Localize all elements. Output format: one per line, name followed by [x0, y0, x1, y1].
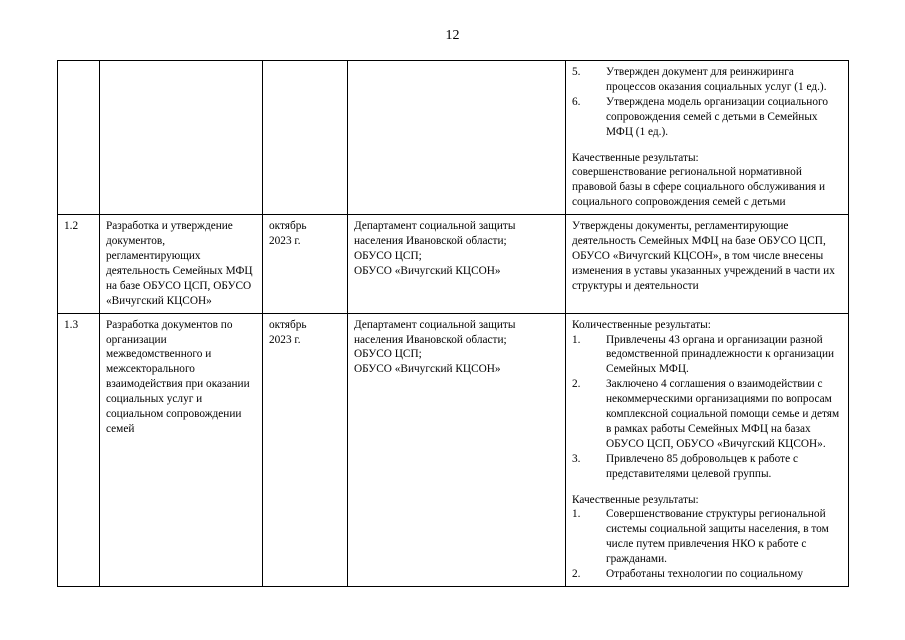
result-item-text: Отработаны технологии по социальному — [606, 568, 803, 581]
row-date — [263, 215, 348, 313]
result-item-number: 1. — [572, 333, 581, 346]
row-number: 1.3 — [58, 313, 100, 586]
row-activity: Разработка документов по организации межведомственного и межсекторального взаимодействия при оказании социальных услуг и социальном сопровождении семей — [100, 313, 263, 586]
row-results — [566, 313, 849, 586]
result-item-number: 2. — [572, 378, 581, 391]
table-row — [58, 313, 849, 586]
date-year: 2023 г. — [269, 333, 301, 346]
row-activity — [100, 61, 263, 215]
result-item — [572, 95, 842, 140]
page-number: 12 — [445, 28, 460, 43]
responsible-line: ОБУСО ЦСП; — [354, 348, 422, 361]
row-activity: Разработка и утверждение документов, регламентирующих деятельность Семейных МФЦ на базе ОБУСО ЦСП, ОБУСО «Вичугский КЦСОН» — [100, 215, 263, 313]
result-item-number: 1. — [572, 508, 581, 521]
row-responsible — [348, 61, 566, 215]
table-row — [58, 215, 849, 313]
result-item — [572, 333, 842, 378]
result-item-text: Заключено 4 соглашения о взаимодействии с некоммерческими организациями по вопросам комплексной социальной помощи семье и детям в рамках работы Семейных МФЦ на базах ОБУСО ЦСП, ОБУСО «Вичугский КЦСОН». — [606, 378, 840, 450]
quality-results-text: совершенствование региональной нормативной правовой базы в сфере социального обслуживания и социального сопровождения семей с детьми — [572, 166, 826, 209]
row-responsible — [348, 215, 566, 313]
result-item-number: 5. — [572, 66, 581, 78]
result-item — [572, 567, 842, 582]
result-item-number: 2. — [572, 568, 581, 581]
date-year: 2023 г. — [269, 235, 301, 248]
quantity-results-header: Количественные результаты: — [572, 318, 711, 331]
responsible-line: Департамент социальной защиты населения Ивановской области; — [354, 318, 516, 346]
row-responsible — [348, 313, 566, 586]
date-month: октябрь — [269, 220, 307, 233]
activities-table — [57, 60, 849, 587]
result-item-text: Привлечены 43 органа и организации разной ведомственной принадлежности к организации Семейных МФЦ. — [606, 333, 835, 376]
result-item-text: Совершенствование структуры региональной системы социальной защиты населения, в том числе путем привлечения НКО к работе с гражданами. — [606, 508, 829, 566]
row-number: 1.2 — [58, 215, 100, 313]
result-item — [572, 507, 842, 567]
row-results — [566, 61, 849, 215]
quality-results-header: Качественные результаты: — [572, 493, 699, 506]
result-item — [572, 452, 842, 482]
result-item-text: Утверждена модель организации социального сопровождения семей с детьми в Семейных МФЦ (1 ед.). — [606, 95, 828, 138]
result-item — [572, 377, 842, 452]
responsible-line: ОБУСО ЦСП; — [354, 249, 422, 262]
row-date — [263, 61, 348, 215]
row-date — [263, 313, 348, 586]
responsible-line: ОБУСО «Вичугский КЦСОН» — [354, 264, 501, 277]
result-item-number: 6. — [572, 95, 581, 108]
spacer — [572, 482, 842, 493]
quality-results-header: Качественные результаты: — [572, 151, 699, 164]
result-item — [572, 65, 842, 95]
row-number — [58, 61, 100, 215]
result-item-text: Привлечено 85 добровольцев к работе с представителями целевой группы. — [606, 452, 798, 480]
row-results: Утверждены документы, регламентирующие деятельность Семейных МФЦ на базе ОБУСО ЦСП, ОБУСО «Вичугский КЦСОН», в том числе внесены изменения в уставы указанных учреждений в части их структуры и деятельности — [566, 215, 849, 313]
result-item-text: Утвержден документ для реинжиринга процессов оказания социальных услуг (1 ед.). — [606, 66, 827, 93]
responsible-line: Департамент социальной защиты населения Ивановской области; — [354, 220, 516, 248]
date-month: октябрь — [269, 318, 307, 331]
table-row — [58, 61, 849, 215]
result-item-number: 3. — [572, 452, 581, 465]
spacer — [572, 140, 842, 151]
responsible-line: ОБУСО «Вичугский КЦСОН» — [354, 363, 501, 376]
